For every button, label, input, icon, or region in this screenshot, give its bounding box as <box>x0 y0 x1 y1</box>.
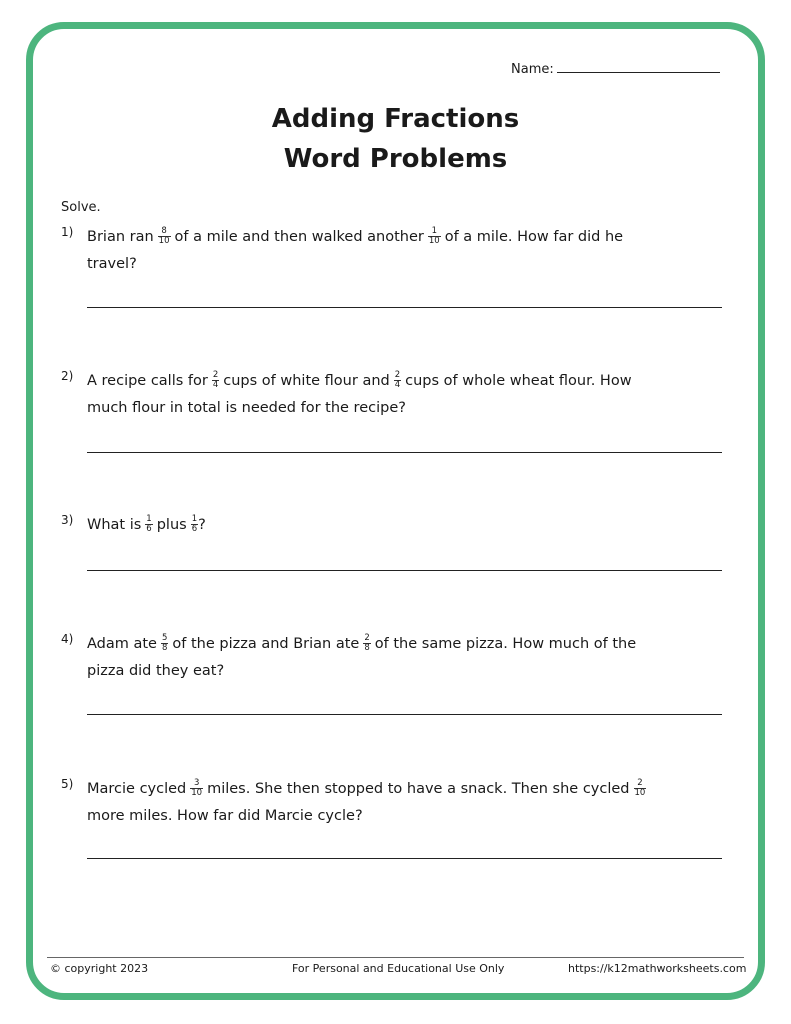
fraction: $\frac{1}{10}$ <box>428 225 440 246</box>
fraction: $\frac{2}{4}$ <box>394 369 401 390</box>
problem-number: 5) <box>61 777 74 791</box>
fraction: $\frac{2}{4}$ <box>212 369 219 390</box>
fraction: $\frac{2}{8}$ <box>364 632 370 653</box>
problem-text-line-1: Adam ate $\frac{5}{8}$ of the pizza and Brian ate $\frac{2}{8}$ of the same pizza. How much of the <box>87 632 637 653</box>
page-title <box>0 99 791 179</box>
title-line-1: Adding Fractions <box>271 104 520 134</box>
name-label: Name: <box>511 62 554 77</box>
problem-text-line-2: more miles. How far did Marcie cycle? <box>87 808 363 824</box>
problem-number: 4) <box>61 632 74 646</box>
fraction: $\frac{1}{6}$ <box>146 513 152 534</box>
problem-text-line-1: Brian ran $\frac{8}{10}$ of a mile and then walked another $\frac{1}{10}$ of a mile. How far did he <box>87 225 624 246</box>
fraction: $\frac{8}{10}$ <box>158 225 170 246</box>
fraction: $\frac{3}{10}$ <box>191 777 203 798</box>
name-field[interactable] <box>511 60 720 77</box>
problem-text-line-1: A recipe calls for $\frac{2}{4}$ cups of white flour and $\frac{2}{4}$ cups of whole wheat flour. How <box>87 369 632 390</box>
problem-text-line-2: pizza did they eat? <box>87 663 225 679</box>
answer-line-2[interactable] <box>87 452 722 453</box>
answer-line-4[interactable] <box>87 714 722 715</box>
fraction: $\frac{1}{6}$ <box>191 513 198 534</box>
problem-text-line-2: much flour in total is needed for the recipe? <box>87 400 406 416</box>
problem-text-line-1: What is $\frac{1}{6}$ plus $\frac{1}{6}$ ? <box>87 513 206 534</box>
footer-url[interactable]: https://k12mathworksheets.com <box>568 962 747 975</box>
name-blank[interactable] <box>557 60 720 73</box>
fraction: $\frac{2}{10}$ <box>634 777 646 798</box>
footer-usage: For Personal and Educational Use Only <box>292 962 505 975</box>
footer-divider <box>47 957 744 958</box>
problem-number: 1) <box>61 225 74 239</box>
title-line-2: Word Problems <box>283 144 508 174</box>
footer-copyright: © copyright 2023 <box>50 962 149 975</box>
problem-number: 2) <box>61 369 74 383</box>
answer-line-5[interactable] <box>87 858 722 859</box>
answer-line-1[interactable] <box>87 307 722 308</box>
problem-text-line-2: travel? <box>87 256 137 272</box>
instruction: Solve. <box>61 200 101 215</box>
fraction: $\frac{5}{8}$ <box>161 632 168 653</box>
problem-text-line-1: Marcie cycled $\frac{3}{10}$ miles. She then stopped to have a snack. Then she cycled $\frac{2}{10}$ <box>87 777 646 798</box>
answer-line-3[interactable] <box>87 570 722 571</box>
problem-number: 3) <box>61 513 74 527</box>
